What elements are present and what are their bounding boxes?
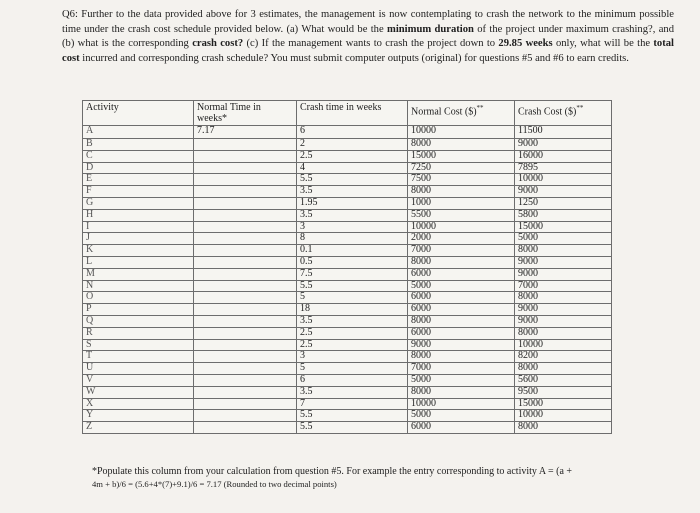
cell-activity: G — [83, 197, 194, 209]
cell-normal-cost: 6000 — [408, 292, 515, 304]
cell-crash-cost: 8000 — [515, 422, 612, 434]
footnote — [92, 466, 682, 490]
table-row — [83, 398, 612, 410]
cell-normal-cost: 8000 — [408, 139, 515, 151]
cell-crash-time: 5.5 — [297, 410, 408, 422]
cell-normal-time — [194, 174, 297, 186]
cell-activity: H — [83, 209, 194, 221]
cell-normal-cost: 8000 — [408, 351, 515, 363]
table-row — [83, 221, 612, 233]
cell-normal-cost: 7000 — [408, 363, 515, 375]
cell-crash-cost: 10000 — [515, 339, 612, 351]
cell-crash-time: 3 — [297, 221, 408, 233]
cell-activity: E — [83, 174, 194, 186]
cell-crash-cost: 9000 — [515, 304, 612, 316]
cell-crash-cost: 15000 — [515, 221, 612, 233]
cell-crash-cost: 5800 — [515, 209, 612, 221]
cell-crash-cost: 5000 — [515, 233, 612, 245]
header-normal-time-line2: weeks* — [197, 112, 227, 124]
footnote-line-2: 4m + b)/6 = (5.6+4*(7)+9.1)/6 = 7.17 (Rounded to two decimal points) — [92, 479, 337, 489]
table-row — [83, 327, 612, 339]
cell-crash-time: 7 — [297, 398, 408, 410]
cell-normal-time — [194, 363, 297, 375]
question-text — [62, 8, 674, 67]
cell-normal-cost: 6000 — [408, 422, 515, 434]
footnote-line-1: *Populate this column from your calculation from question #5. For example the entry corresponding to activity A = (a + — [92, 466, 573, 477]
question-part-5: incurred and corresponding crash schedule? You must submit computer outputs (original) for questions #5 and #6 to earn credits. — [79, 53, 629, 65]
cell-normal-time — [194, 292, 297, 304]
cell-activity: N — [83, 280, 194, 292]
cell-normal-time — [194, 351, 297, 363]
cell-crash-time: 4 — [297, 162, 408, 174]
cell-normal-time — [194, 280, 297, 292]
cell-crash-time: 5.5 — [297, 280, 408, 292]
cell-crash-time: 2.5 — [297, 327, 408, 339]
cell-activity: U — [83, 363, 194, 375]
cell-normal-cost: 6000 — [408, 327, 515, 339]
header-normal-time-line1: Normal Time in — [197, 102, 261, 113]
cell-normal-cost: 7500 — [408, 174, 515, 186]
cell-activity: P — [83, 304, 194, 316]
cell-crash-cost: 7895 — [515, 162, 612, 174]
cell-activity: A — [83, 126, 194, 139]
cell-crash-time: 1.95 — [297, 197, 408, 209]
table-row — [83, 374, 612, 386]
cell-normal-time — [194, 327, 297, 339]
cell-activity: V — [83, 374, 194, 386]
question-bold-crash-cost: crash cost? — [192, 38, 244, 50]
cell-normal-cost: 5500 — [408, 209, 515, 221]
header-crash-cost: Crash Cost ($) ** — [515, 101, 612, 126]
cell-crash-time: 5.5 — [297, 174, 408, 186]
cell-crash-cost: 8000 — [515, 245, 612, 257]
cell-crash-cost: 16000 — [515, 150, 612, 162]
table-header-row — [83, 101, 612, 126]
cell-activity: S — [83, 339, 194, 351]
table-row — [83, 209, 612, 221]
header-activity: Activity — [83, 101, 194, 126]
cell-normal-time — [194, 315, 297, 327]
cell-activity: Z — [83, 422, 194, 434]
cell-activity: M — [83, 268, 194, 280]
table-row — [83, 351, 612, 363]
cell-crash-cost: 9500 — [515, 386, 612, 398]
cell-activity: W — [83, 386, 194, 398]
table-row — [83, 315, 612, 327]
cell-crash-time: 5.5 — [297, 422, 408, 434]
table-row — [83, 304, 612, 316]
question-bold-weeks: 29.85 weeks — [498, 38, 553, 50]
table-row — [83, 339, 612, 351]
cell-normal-time — [194, 197, 297, 209]
cell-crash-time: 3.5 — [297, 186, 408, 198]
cell-crash-cost: 8000 — [515, 327, 612, 339]
question-part-1: Further to the data provided above for 3 estimates, the management is now contemplating to crash the network to the minimum possible time under the crash cost schedule provided below. (a) What would be the — [62, 9, 674, 35]
cell-normal-cost: 5000 — [408, 410, 515, 422]
cell-normal-cost: 8000 — [408, 386, 515, 398]
cell-crash-cost: 7000 — [515, 280, 612, 292]
cell-normal-time — [194, 245, 297, 257]
cell-activity: B — [83, 139, 194, 151]
cell-crash-time: 5 — [297, 363, 408, 375]
cell-crash-time: 3 — [297, 351, 408, 363]
cell-normal-time — [194, 150, 297, 162]
cell-normal-cost: 2000 — [408, 233, 515, 245]
table-row — [83, 256, 612, 268]
cell-activity: K — [83, 245, 194, 257]
cell-crash-cost: 8000 — [515, 292, 612, 304]
cell-normal-time — [194, 386, 297, 398]
table-row — [83, 280, 612, 292]
cell-normal-time — [194, 422, 297, 434]
table-row — [83, 174, 612, 186]
table-row — [83, 268, 612, 280]
cell-crash-cost: 5600 — [515, 374, 612, 386]
crash-cost-table — [82, 100, 612, 434]
question-number: Q6: — [62, 9, 78, 20]
cell-normal-cost: 8000 — [408, 315, 515, 327]
cell-normal-cost: 7250 — [408, 162, 515, 174]
cell-crash-cost: 11500 — [515, 126, 612, 139]
cell-normal-time — [194, 268, 297, 280]
cell-crash-cost: 9000 — [515, 139, 612, 151]
table-row — [83, 126, 612, 139]
cell-normal-cost: 7000 — [408, 245, 515, 257]
cell-crash-cost: 10000 — [515, 410, 612, 422]
cell-normal-time — [194, 209, 297, 221]
cell-normal-cost: 5000 — [408, 280, 515, 292]
cell-activity: J — [83, 233, 194, 245]
cell-crash-time: 7.5 — [297, 268, 408, 280]
table-row — [83, 245, 612, 257]
cell-crash-cost: 9000 — [515, 256, 612, 268]
cell-crash-time: 2.5 — [297, 339, 408, 351]
cell-crash-cost: 10000 — [515, 174, 612, 186]
cell-crash-cost: 9000 — [515, 268, 612, 280]
cell-normal-cost: 1000 — [408, 197, 515, 209]
cell-normal-time: 7.17 — [194, 126, 297, 139]
cell-crash-time: 6 — [297, 126, 408, 139]
cell-activity: L — [83, 256, 194, 268]
cell-normal-cost: 8000 — [408, 256, 515, 268]
cell-crash-cost: 8200 — [515, 351, 612, 363]
table-row — [83, 386, 612, 398]
table-row — [83, 422, 612, 434]
cell-activity: I — [83, 221, 194, 233]
cell-normal-cost: 10000 — [408, 398, 515, 410]
table-row — [83, 233, 612, 245]
cell-normal-time — [194, 139, 297, 151]
header-crash-time: Crash time in weeks — [297, 101, 408, 126]
cell-crash-cost: 15000 — [515, 398, 612, 410]
cell-crash-time: 8 — [297, 233, 408, 245]
cell-normal-time — [194, 398, 297, 410]
cell-normal-cost: 8000 — [408, 186, 515, 198]
table-row — [83, 197, 612, 209]
cell-crash-time: 3.5 — [297, 209, 408, 221]
cell-activity: D — [83, 162, 194, 174]
cell-normal-time — [194, 162, 297, 174]
question-bold-minimum-duration: minimum duration — [387, 23, 474, 35]
cell-normal-cost: 15000 — [408, 150, 515, 162]
cell-crash-time: 2.5 — [297, 150, 408, 162]
cell-crash-cost: 9000 — [515, 315, 612, 327]
table-row — [83, 162, 612, 174]
cell-normal-time — [194, 221, 297, 233]
cell-normal-time — [194, 304, 297, 316]
cell-crash-time: 2 — [297, 139, 408, 151]
table-row — [83, 139, 612, 151]
table-row — [83, 186, 612, 198]
header-normal-cost: Normal Cost ($) ** — [408, 101, 515, 126]
table-row — [83, 292, 612, 304]
cell-normal-cost: 6000 — [408, 304, 515, 316]
cell-activity: Q — [83, 315, 194, 327]
table-row — [83, 363, 612, 375]
cell-activity: Y — [83, 410, 194, 422]
header-normal-time — [194, 101, 297, 126]
cell-crash-time: 5 — [297, 292, 408, 304]
cell-normal-time — [194, 410, 297, 422]
table-body — [83, 126, 612, 434]
cell-normal-cost: 5000 — [408, 374, 515, 386]
cell-normal-cost: 6000 — [408, 268, 515, 280]
cell-crash-time: 18 — [297, 304, 408, 316]
cell-crash-cost: 9000 — [515, 186, 612, 198]
cell-normal-time — [194, 233, 297, 245]
table-row — [83, 150, 612, 162]
cell-normal-cost: 10000 — [408, 221, 515, 233]
question-part-2: of the project under maximum crashing?, and (b) what is the corresponding — [62, 23, 674, 50]
cell-normal-cost: 10000 — [408, 126, 515, 139]
cell-normal-time — [194, 339, 297, 351]
cell-crash-cost: 1250 — [515, 197, 612, 209]
cell-activity: F — [83, 186, 194, 198]
cell-normal-time — [194, 256, 297, 268]
cell-crash-time: 6 — [297, 374, 408, 386]
cell-activity: X — [83, 398, 194, 410]
cell-normal-cost: 9000 — [408, 339, 515, 351]
cell-normal-time — [194, 186, 297, 198]
question-part-4: only, what will be the — [552, 38, 654, 50]
question-bold-total-cost: total cost — [62, 38, 674, 65]
cell-crash-time: 3.5 — [297, 386, 408, 398]
cell-crash-cost: 8000 — [515, 363, 612, 375]
table-row — [83, 410, 612, 422]
cell-crash-time: 0.5 — [297, 256, 408, 268]
cell-activity: T — [83, 351, 194, 363]
cell-normal-time — [194, 374, 297, 386]
cell-crash-time: 0.1 — [297, 245, 408, 257]
cell-activity: C — [83, 150, 194, 162]
question-part-3: (c) If the management wants to crash the project down to — [243, 38, 499, 50]
cell-activity: O — [83, 292, 194, 304]
cell-crash-time: 3.5 — [297, 315, 408, 327]
cell-activity: R — [83, 327, 194, 339]
